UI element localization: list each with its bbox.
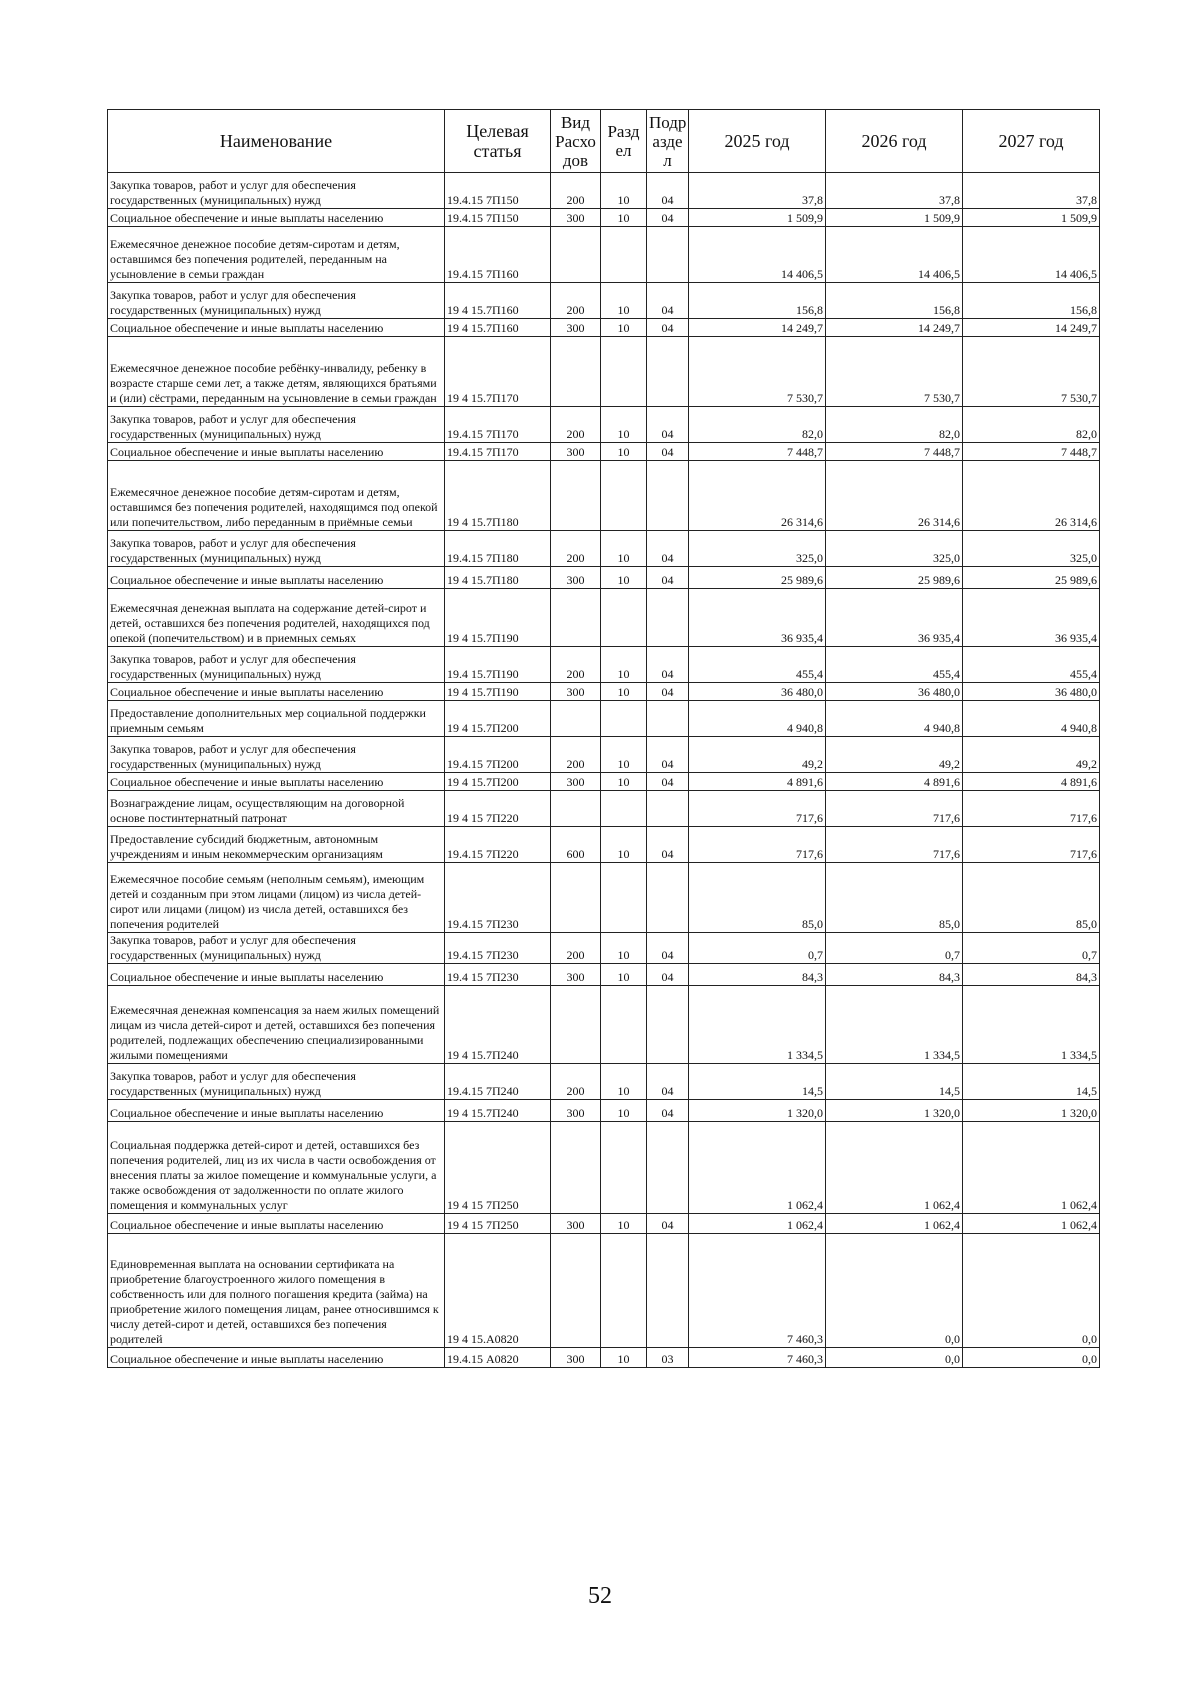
row-section bbox=[601, 337, 647, 407]
row-section: 10 bbox=[601, 827, 647, 863]
row-subsection: 04 bbox=[647, 283, 689, 319]
row-value-2025: 1 509,9 bbox=[689, 209, 826, 227]
row-target-article: 19.4 15.7П190 bbox=[445, 647, 551, 683]
row-value-2025: 49,2 bbox=[689, 737, 826, 773]
row-name: Единовременная выплата на основании сертификата на приобретение благоустроенного жилого помещения в собственность или для полного погашения кредита (займа) на приобретение жилого помещения лицам, ранее относившимся к числу детей-сирот и детей, оставшихся без попечения родителей bbox=[108, 1234, 445, 1348]
row-subsection: 04 bbox=[647, 1064, 689, 1100]
row-expense-type: 300 bbox=[551, 1214, 601, 1234]
row-section: 10 bbox=[601, 173, 647, 209]
row-value-2025: 4 940,8 bbox=[689, 701, 826, 737]
row-target-article: 19.4.15 7П240 bbox=[445, 1064, 551, 1100]
row-value-2027: 4 891,6 bbox=[963, 773, 1100, 791]
table-body bbox=[108, 173, 1100, 1368]
table-row bbox=[108, 1348, 1100, 1368]
row-subsection: 04 bbox=[647, 964, 689, 986]
row-subsection: 04 bbox=[647, 443, 689, 461]
row-value-2026: 49,2 bbox=[826, 737, 963, 773]
row-value-2027: 49,2 bbox=[963, 737, 1100, 773]
row-expense-type bbox=[551, 1234, 601, 1348]
table-row bbox=[108, 209, 1100, 227]
row-value-2025: 0,7 bbox=[689, 933, 826, 964]
row-value-2025: 7 460,3 bbox=[689, 1234, 826, 1348]
row-expense-type bbox=[551, 863, 601, 933]
row-value-2026: 7 448,7 bbox=[826, 443, 963, 461]
row-value-2027: 7 448,7 bbox=[963, 443, 1100, 461]
row-target-article: 19.4.15 7П170 bbox=[445, 407, 551, 443]
row-expense-type bbox=[551, 1122, 601, 1214]
budget-table-container bbox=[107, 109, 1099, 1368]
row-value-2025: 717,6 bbox=[689, 791, 826, 827]
row-section bbox=[601, 791, 647, 827]
row-value-2025: 4 891,6 bbox=[689, 773, 826, 791]
row-target-article: 19 4 15 7П220 bbox=[445, 791, 551, 827]
row-value-2027: 37,8 bbox=[963, 173, 1100, 209]
row-value-2025: 85,0 bbox=[689, 863, 826, 933]
row-name: Социальное обеспечение и иные выплаты населению bbox=[108, 964, 445, 986]
row-expense-type: 300 bbox=[551, 1100, 601, 1122]
row-target-article: 19 4 15.7П240 bbox=[445, 986, 551, 1064]
row-value-2026: 36 480,0 bbox=[826, 683, 963, 701]
row-target-article: 19 4 15.7П190 bbox=[445, 589, 551, 647]
row-value-2026: 14,5 bbox=[826, 1064, 963, 1100]
table-row bbox=[108, 531, 1100, 567]
row-value-2026: 1 320,0 bbox=[826, 1100, 963, 1122]
row-value-2025: 84,3 bbox=[689, 964, 826, 986]
row-value-2026: 1 509,9 bbox=[826, 209, 963, 227]
row-subsection bbox=[647, 1234, 689, 1348]
row-target-article: 19.4.15 7П160 bbox=[445, 227, 551, 283]
row-section: 10 bbox=[601, 319, 647, 337]
row-value-2027: 36 935,4 bbox=[963, 589, 1100, 647]
row-value-2025: 36 935,4 bbox=[689, 589, 826, 647]
row-name: Ежемесячное денежное пособие детям-сиротам и детям, оставшимся без попечения родителей, переданным на усыновление в семьи граждан bbox=[108, 227, 445, 283]
row-value-2027: 0,7 bbox=[963, 933, 1100, 964]
row-value-2027: 1 509,9 bbox=[963, 209, 1100, 227]
row-section: 10 bbox=[601, 737, 647, 773]
table-row bbox=[108, 827, 1100, 863]
row-value-2026: 717,6 bbox=[826, 791, 963, 827]
header-name: Наименование bbox=[108, 110, 445, 173]
row-target-article: 19 4 15.7П200 bbox=[445, 773, 551, 791]
header-section: Разд ел bbox=[601, 110, 647, 173]
table-row bbox=[108, 683, 1100, 701]
row-name: Закупка товаров, работ и услуг для обеспечения государственных (муниципальных) нужд bbox=[108, 737, 445, 773]
row-target-article: 19 4 15.7П160 bbox=[445, 319, 551, 337]
row-value-2027: 14 406,5 bbox=[963, 227, 1100, 283]
row-target-article: 19.4.15 7П230 bbox=[445, 863, 551, 933]
row-name: Закупка товаров, работ и услуг для обеспечения государственных (муниципальных) нужд bbox=[108, 407, 445, 443]
row-expense-type: 200 bbox=[551, 933, 601, 964]
row-value-2025: 1 334,5 bbox=[689, 986, 826, 1064]
row-value-2026: 717,6 bbox=[826, 827, 963, 863]
row-expense-type bbox=[551, 701, 601, 737]
row-name: Социальное обеспечение и иные выплаты населению bbox=[108, 567, 445, 589]
row-subsection: 04 bbox=[647, 933, 689, 964]
row-section: 10 bbox=[601, 283, 647, 319]
row-value-2026: 1 062,4 bbox=[826, 1214, 963, 1234]
row-value-2025: 7 530,7 bbox=[689, 337, 826, 407]
row-value-2027: 455,4 bbox=[963, 647, 1100, 683]
row-value-2026: 7 530,7 bbox=[826, 337, 963, 407]
row-target-article: 19.4.15 7П150 bbox=[445, 173, 551, 209]
row-expense-type: 200 bbox=[551, 1064, 601, 1100]
row-subsection: 04 bbox=[647, 1100, 689, 1122]
row-value-2027: 7 530,7 bbox=[963, 337, 1100, 407]
row-value-2025: 1 320,0 bbox=[689, 1100, 826, 1122]
row-name: Предоставление субсидий бюджетным, автономным учреждениям и иным некоммерческим организациям bbox=[108, 827, 445, 863]
row-value-2027: 1 062,4 bbox=[963, 1214, 1100, 1234]
page-number: 52 bbox=[588, 1583, 612, 1609]
row-value-2027: 4 940,8 bbox=[963, 701, 1100, 737]
row-name: Закупка товаров, работ и услуг для обеспечения государственных (муниципальных) нужд bbox=[108, 647, 445, 683]
row-subsection: 04 bbox=[647, 209, 689, 227]
row-name: Ежемесячное пособие семьям (неполным семьям), имеющим детей и созданным при этом лицами (лицом) из числа детей-сирот или лицами (лицом) из числа детей, оставшихся без попечения родителей bbox=[108, 863, 445, 933]
header-year-2027: 2027 год bbox=[963, 110, 1100, 173]
row-name: Ежемесячная денежная выплата на содержание детей-сирот и детей, оставшихся без попечения родителей, находящихся под опекой (попечительством) и в приемных семьях bbox=[108, 589, 445, 647]
table-row bbox=[108, 647, 1100, 683]
row-section bbox=[601, 986, 647, 1064]
table-row bbox=[108, 701, 1100, 737]
row-section: 10 bbox=[601, 683, 647, 701]
row-expense-type bbox=[551, 337, 601, 407]
row-value-2027: 26 314,6 bbox=[963, 461, 1100, 531]
row-target-article: 19 4 15.7П240 bbox=[445, 1100, 551, 1122]
row-subsection: 04 bbox=[647, 531, 689, 567]
row-value-2027: 717,6 bbox=[963, 791, 1100, 827]
row-section: 10 bbox=[601, 647, 647, 683]
row-value-2027: 25 989,6 bbox=[963, 567, 1100, 589]
row-value-2025: 717,6 bbox=[689, 827, 826, 863]
table-row bbox=[108, 1122, 1100, 1214]
row-value-2027: 0,0 bbox=[963, 1234, 1100, 1348]
row-value-2027: 84,3 bbox=[963, 964, 1100, 986]
row-target-article: 19 4 15.А0820 bbox=[445, 1234, 551, 1348]
table-row bbox=[108, 1214, 1100, 1234]
row-value-2025: 1 062,4 bbox=[689, 1214, 826, 1234]
header-year-2025: 2025 год bbox=[689, 110, 826, 173]
row-section: 10 bbox=[601, 1064, 647, 1100]
row-expense-type: 600 bbox=[551, 827, 601, 863]
row-value-2026: 4 940,8 bbox=[826, 701, 963, 737]
row-name: Закупка товаров, работ и услуг для обеспечения государственных (муниципальных) нужд bbox=[108, 1064, 445, 1100]
row-expense-type: 300 bbox=[551, 209, 601, 227]
row-expense-type bbox=[551, 986, 601, 1064]
row-expense-type: 300 bbox=[551, 773, 601, 791]
row-expense-type bbox=[551, 227, 601, 283]
row-name: Социальное обеспечение и иные выплаты населению bbox=[108, 443, 445, 461]
row-target-article: 19 4 15.7П160 bbox=[445, 283, 551, 319]
row-subsection: 04 bbox=[647, 737, 689, 773]
row-section bbox=[601, 1234, 647, 1348]
row-value-2027: 1 062,4 bbox=[963, 1122, 1100, 1214]
row-name: Социальное обеспечение и иные выплаты населению bbox=[108, 1214, 445, 1234]
row-section bbox=[601, 461, 647, 531]
row-section: 10 bbox=[601, 964, 647, 986]
row-target-article: 19.4.15 7П230 bbox=[445, 933, 551, 964]
row-value-2027: 82,0 bbox=[963, 407, 1100, 443]
row-section: 10 bbox=[601, 773, 647, 791]
row-target-article: 19 4 15.7П190 bbox=[445, 683, 551, 701]
row-name: Закупка товаров, работ и услуг для обеспечения государственных (муниципальных) нужд bbox=[108, 933, 445, 964]
row-expense-type: 300 bbox=[551, 319, 601, 337]
row-section: 10 bbox=[601, 443, 647, 461]
row-value-2026: 0,0 bbox=[826, 1348, 963, 1368]
row-name: Социальное обеспечение и иные выплаты населению bbox=[108, 209, 445, 227]
row-subsection bbox=[647, 461, 689, 531]
row-name: Ежемесячное денежное пособие ребёнку-инвалиду, ребенку в возрасте старше семи лет, а также детям, являющихся братьями и (или) сёстрами, переданным на усыновление в семьи граждан bbox=[108, 337, 445, 407]
row-section: 10 bbox=[601, 1100, 647, 1122]
row-value-2027: 1 320,0 bbox=[963, 1100, 1100, 1122]
row-value-2027: 156,8 bbox=[963, 283, 1100, 319]
row-expense-type: 200 bbox=[551, 531, 601, 567]
row-value-2027: 0,0 bbox=[963, 1348, 1100, 1368]
row-value-2026: 26 314,6 bbox=[826, 461, 963, 531]
row-section bbox=[601, 863, 647, 933]
row-target-article: 19.4.15 7П220 bbox=[445, 827, 551, 863]
table-row bbox=[108, 407, 1100, 443]
row-subsection bbox=[647, 1122, 689, 1214]
row-value-2026: 82,0 bbox=[826, 407, 963, 443]
row-value-2025: 14 406,5 bbox=[689, 227, 826, 283]
row-target-article: 19 4 15.7П180 bbox=[445, 461, 551, 531]
row-value-2025: 37,8 bbox=[689, 173, 826, 209]
table-row bbox=[108, 1234, 1100, 1348]
row-name: Ежемесячная денежная компенсация за наем жилых помещений лицам из числа детей-сирот и детей, оставшихся без попечения родителей, подлежащих обеспечению специализированными жилыми помещениями bbox=[108, 986, 445, 1064]
row-value-2025: 7 460,3 bbox=[689, 1348, 826, 1368]
row-subsection: 04 bbox=[647, 827, 689, 863]
row-section: 10 bbox=[601, 933, 647, 964]
table-row bbox=[108, 173, 1100, 209]
row-value-2026: 85,0 bbox=[826, 863, 963, 933]
row-value-2026: 25 989,6 bbox=[826, 567, 963, 589]
row-section: 10 bbox=[601, 531, 647, 567]
row-subsection bbox=[647, 227, 689, 283]
row-value-2025: 14,5 bbox=[689, 1064, 826, 1100]
row-subsection bbox=[647, 589, 689, 647]
row-name: Социальное обеспечение и иные выплаты населению bbox=[108, 683, 445, 701]
row-value-2026: 36 935,4 bbox=[826, 589, 963, 647]
row-expense-type: 200 bbox=[551, 737, 601, 773]
row-expense-type: 300 bbox=[551, 683, 601, 701]
table-row bbox=[108, 589, 1100, 647]
row-target-article: 19.4.15 А0820 bbox=[445, 1348, 551, 1368]
row-subsection bbox=[647, 337, 689, 407]
table-row bbox=[108, 227, 1100, 283]
row-subsection: 04 bbox=[647, 1214, 689, 1234]
row-value-2026: 14 249,7 bbox=[826, 319, 963, 337]
row-value-2026: 325,0 bbox=[826, 531, 963, 567]
header-target-article: Целевая статья bbox=[445, 110, 551, 173]
row-target-article: 19 4 15 7П250 bbox=[445, 1214, 551, 1234]
row-subsection: 04 bbox=[647, 773, 689, 791]
row-expense-type: 200 bbox=[551, 407, 601, 443]
row-expense-type: 200 bbox=[551, 283, 601, 319]
table-row bbox=[108, 443, 1100, 461]
row-section bbox=[601, 701, 647, 737]
row-section: 10 bbox=[601, 209, 647, 227]
row-value-2027: 14 249,7 bbox=[963, 319, 1100, 337]
row-name: Предоставление дополнительных мер социальной поддержки приемным семьям bbox=[108, 701, 445, 737]
row-section: 10 bbox=[601, 1348, 647, 1368]
header-subsection: Подр азде л bbox=[647, 110, 689, 173]
row-name: Социальное обеспечение и иные выплаты населению bbox=[108, 1348, 445, 1368]
table-row bbox=[108, 319, 1100, 337]
row-value-2026: 156,8 bbox=[826, 283, 963, 319]
row-subsection: 04 bbox=[647, 647, 689, 683]
row-target-article: 19.4.15 7П170 bbox=[445, 443, 551, 461]
row-expense-type: 300 bbox=[551, 567, 601, 589]
row-value-2027: 14,5 bbox=[963, 1064, 1100, 1100]
row-section: 10 bbox=[601, 567, 647, 589]
row-subsection: 04 bbox=[647, 173, 689, 209]
row-target-article: 19 4 15 7П250 bbox=[445, 1122, 551, 1214]
table-row bbox=[108, 461, 1100, 531]
header-row bbox=[108, 110, 1100, 173]
row-subsection: 03 bbox=[647, 1348, 689, 1368]
row-value-2025: 325,0 bbox=[689, 531, 826, 567]
header-expense-type: Вид Расхо дов bbox=[551, 110, 601, 173]
row-subsection bbox=[647, 986, 689, 1064]
row-subsection bbox=[647, 701, 689, 737]
table-row bbox=[108, 1064, 1100, 1100]
row-expense-type: 200 bbox=[551, 647, 601, 683]
row-name: Закупка товаров, работ и услуг для обеспечения государственных (муниципальных) нужд bbox=[108, 173, 445, 209]
row-subsection: 04 bbox=[647, 683, 689, 701]
table-row bbox=[108, 986, 1100, 1064]
row-section: 10 bbox=[601, 407, 647, 443]
table-row bbox=[108, 567, 1100, 589]
row-target-article: 19 4 15.7П200 bbox=[445, 701, 551, 737]
row-value-2025: 82,0 bbox=[689, 407, 826, 443]
row-value-2026: 4 891,6 bbox=[826, 773, 963, 791]
row-name: Закупка товаров, работ и услуг для обеспечения государственных (муниципальных) нужд bbox=[108, 531, 445, 567]
row-value-2026: 0,0 bbox=[826, 1234, 963, 1348]
row-target-article: 19.4.15 7П180 bbox=[445, 531, 551, 567]
table-row bbox=[108, 791, 1100, 827]
row-value-2026: 1 062,4 bbox=[826, 1122, 963, 1214]
row-subsection bbox=[647, 791, 689, 827]
row-expense-type bbox=[551, 791, 601, 827]
row-section bbox=[601, 589, 647, 647]
table-row bbox=[108, 964, 1100, 986]
row-value-2025: 14 249,7 bbox=[689, 319, 826, 337]
row-target-article: 19.4.15 7П150 bbox=[445, 209, 551, 227]
row-value-2025: 25 989,6 bbox=[689, 567, 826, 589]
row-name: Социальное обеспечение и иные выплаты населению bbox=[108, 1100, 445, 1122]
row-expense-type: 300 bbox=[551, 443, 601, 461]
row-value-2026: 0,7 bbox=[826, 933, 963, 964]
row-expense-type: 200 bbox=[551, 173, 601, 209]
row-value-2026: 1 334,5 bbox=[826, 986, 963, 1064]
row-section bbox=[601, 1122, 647, 1214]
table-row bbox=[108, 283, 1100, 319]
row-expense-type bbox=[551, 461, 601, 531]
row-target-article: 19 4 15.7П170 bbox=[445, 337, 551, 407]
row-value-2027: 85,0 bbox=[963, 863, 1100, 933]
row-expense-type bbox=[551, 589, 601, 647]
row-value-2025: 455,4 bbox=[689, 647, 826, 683]
table-row bbox=[108, 337, 1100, 407]
row-value-2026: 37,8 bbox=[826, 173, 963, 209]
table-row bbox=[108, 737, 1100, 773]
table-row bbox=[108, 863, 1100, 933]
row-value-2025: 7 448,7 bbox=[689, 443, 826, 461]
row-name: Закупка товаров, работ и услуг для обеспечения государственных (муниципальных) нужд bbox=[108, 283, 445, 319]
table-row bbox=[108, 933, 1100, 964]
row-value-2026: 14 406,5 bbox=[826, 227, 963, 283]
row-target-article: 19 4 15.7П180 bbox=[445, 567, 551, 589]
row-section bbox=[601, 227, 647, 283]
row-value-2025: 156,8 bbox=[689, 283, 826, 319]
row-value-2025: 36 480,0 bbox=[689, 683, 826, 701]
row-value-2026: 455,4 bbox=[826, 647, 963, 683]
row-expense-type: 300 bbox=[551, 964, 601, 986]
row-expense-type: 300 bbox=[551, 1348, 601, 1368]
row-target-article: 19.4.15 7П200 bbox=[445, 737, 551, 773]
table-row bbox=[108, 773, 1100, 791]
row-name: Социальное обеспечение и иные выплаты населению bbox=[108, 319, 445, 337]
row-value-2025: 1 062,4 bbox=[689, 1122, 826, 1214]
budget-table bbox=[107, 109, 1100, 1368]
row-value-2027: 1 334,5 bbox=[963, 986, 1100, 1064]
row-name: Социальная поддержка детей-сирот и детей, оставшихся без попечения родителей, лиц из их числа в части освобождения от внесения платы за жилое помещение и коммунальные услуги, а также освобождения от задолженности по оплате жилого помещения и коммунальных услуг bbox=[108, 1122, 445, 1214]
row-section: 10 bbox=[601, 1214, 647, 1234]
row-target-article: 19.4 15 7П230 bbox=[445, 964, 551, 986]
row-name: Вознаграждение лицам, осуществляющим на договорной основе постинтернатный патронат bbox=[108, 791, 445, 827]
row-subsection: 04 bbox=[647, 567, 689, 589]
row-name: Ежемесячное денежное пособие детям-сиротам и детям, оставшимся без попечения родителей, находящимся под опекой или попечительством, либо переданным в приёмные семьи bbox=[108, 461, 445, 531]
row-name: Социальное обеспечение и иные выплаты населению bbox=[108, 773, 445, 791]
row-subsection bbox=[647, 863, 689, 933]
row-value-2027: 36 480,0 bbox=[963, 683, 1100, 701]
row-subsection: 04 bbox=[647, 407, 689, 443]
row-value-2027: 717,6 bbox=[963, 827, 1100, 863]
row-value-2025: 26 314,6 bbox=[689, 461, 826, 531]
header-year-2026: 2026 год bbox=[826, 110, 963, 173]
row-value-2026: 84,3 bbox=[826, 964, 963, 986]
table-row bbox=[108, 1100, 1100, 1122]
row-subsection: 04 bbox=[647, 319, 689, 337]
row-value-2027: 325,0 bbox=[963, 531, 1100, 567]
